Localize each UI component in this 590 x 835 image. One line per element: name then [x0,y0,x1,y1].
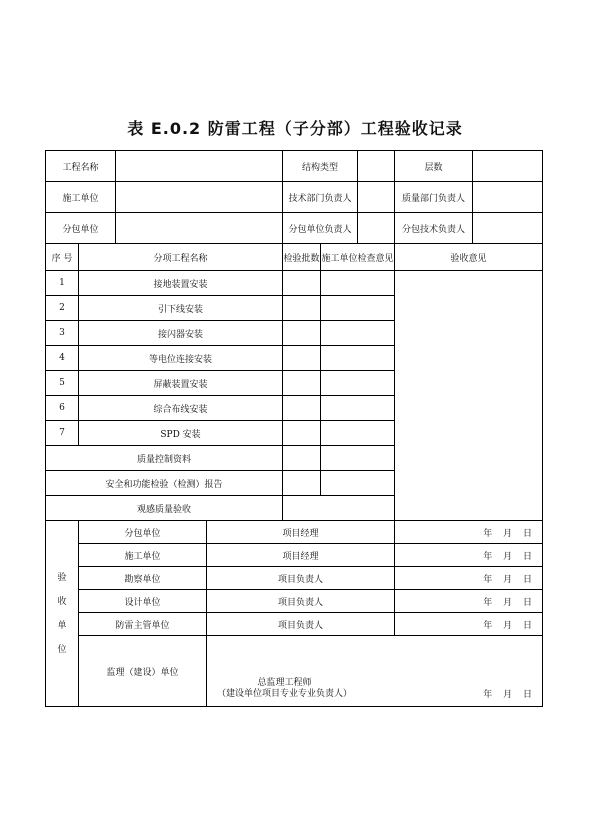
supervision-sign-cell[interactable] [207,636,543,707]
floors-label: 层数 [395,151,473,182]
item-name: 屏蔽装置安装 [79,371,283,396]
main-record-table [45,150,543,707]
floors-field[interactable] [473,151,543,182]
item-batches[interactable] [283,321,321,346]
structure-type-field[interactable] [358,151,395,182]
supervision-unit: 监理（建设）单位 [79,636,207,707]
supervision-row [46,636,543,707]
item-construction-opinion[interactable] [321,421,395,446]
subcontract-tech-head-field[interactable] [473,213,543,244]
item-name: 接地装置安装 [79,271,283,296]
supervision-date: 年 月 日 [483,690,533,700]
tech-dept-head-field[interactable] [358,182,395,213]
subcontract-unit-label: 分包单位 [46,213,116,244]
acceptance-group-label: 验收单位 [46,521,79,707]
project-name-label: 工程名称 [46,151,116,182]
appearance-opinion[interactable] [283,496,395,521]
quality-dept-head-label: 质量部门负责人 [395,182,473,213]
acceptance-row [46,544,543,567]
acceptance-role: 项目负责人 [207,567,395,590]
item-no: 5 [46,371,79,396]
acceptance-unit: 设计单位 [79,590,207,613]
item-construction-opinion[interactable] [321,371,395,396]
acceptance-date[interactable]: 年 月 日 [395,567,543,590]
subcontract-unit-head-label: 分包单位负责人 [283,213,358,244]
table-row [46,271,543,296]
acceptance-row [46,590,543,613]
acceptance-unit: 勘察单位 [79,567,207,590]
row-construction [46,182,543,213]
item-construction-opinion[interactable] [321,346,395,371]
supervision-sign-line2: （建设单位项目专业专业负责人） [217,689,353,699]
construction-opinion-header: 施工单位检查意见 [321,244,395,271]
seq-header: 序 号 [46,244,79,271]
construction-unit-field[interactable] [116,182,283,213]
acceptance-date[interactable]: 年 月 日 [395,521,543,544]
row-subcontract [46,213,543,244]
safety-function-batches[interactable] [283,471,321,496]
acceptance-date[interactable]: 年 月 日 [395,590,543,613]
acceptance-opinion-header: 验收意见 [395,244,543,271]
item-name: 综合布线安装 [79,396,283,421]
subcontract-unit-field[interactable] [116,213,283,244]
item-no: 6 [46,396,79,421]
subcontract-unit-head-field[interactable] [358,213,395,244]
tech-dept-head-label: 技术部门负责人 [283,182,358,213]
item-name: SPD 安装 [79,421,283,446]
item-batches[interactable] [283,396,321,421]
acceptance-row [46,567,543,590]
acceptance-date[interactable]: 年 月 日 [395,544,543,567]
acceptance-row [46,521,543,544]
item-batches[interactable] [283,271,321,296]
appearance-label: 观感质量验收 [46,496,283,521]
item-construction-opinion[interactable] [321,271,395,296]
quality-control-opinion[interactable] [321,446,395,471]
item-batches[interactable] [283,296,321,321]
item-batches[interactable] [283,371,321,396]
quality-dept-head-field[interactable] [473,182,543,213]
item-no: 2 [46,296,79,321]
construction-unit-label: 施工单位 [46,182,116,213]
item-no: 1 [46,271,79,296]
item-name: 等电位连接安装 [79,346,283,371]
item-name: 引下线安装 [79,296,283,321]
row-project [46,151,543,182]
acceptance-date[interactable]: 年 月 日 [395,613,543,636]
structure-type-label: 结构类型 [283,151,358,182]
item-name-header: 分项工程名称 [79,244,283,271]
item-construction-opinion[interactable] [321,396,395,421]
supervision-signatory [217,678,352,700]
project-name-field[interactable] [116,151,283,182]
supervision-sign-line1: 总监理工程师 [257,678,312,688]
safety-function-label: 安全和功能检验（检测）报告 [46,471,283,496]
item-batches[interactable] [283,421,321,446]
item-no: 4 [46,346,79,371]
acceptance-opinion-field[interactable] [395,271,543,521]
quality-control-label: 质量控制资料 [46,446,283,471]
column-header-row [46,244,543,271]
item-name: 接闪器安装 [79,321,283,346]
acceptance-role: 项目经理 [207,521,395,544]
item-construction-opinion[interactable] [321,321,395,346]
form-title: 表 E.0.2 防雷工程（子分部）工程验收记录 [127,119,463,138]
batches-header: 检验批数 [283,244,321,271]
acceptance-unit: 施工单位 [79,544,207,567]
acceptance-role: 项目负责人 [207,613,395,636]
item-batches[interactable] [283,346,321,371]
safety-function-opinion[interactable] [321,471,395,496]
quality-control-batches[interactable] [283,446,321,471]
subcontract-tech-head-label: 分包技术负责人 [395,213,473,244]
acceptance-unit: 分包单位 [79,521,207,544]
acceptance-role: 项目负责人 [207,590,395,613]
acceptance-role: 项目经理 [207,544,395,567]
item-no: 7 [46,421,79,446]
item-no: 3 [46,321,79,346]
acceptance-unit: 防雷主管单位 [79,613,207,636]
acceptance-row [46,613,543,636]
item-construction-opinion[interactable] [321,296,395,321]
